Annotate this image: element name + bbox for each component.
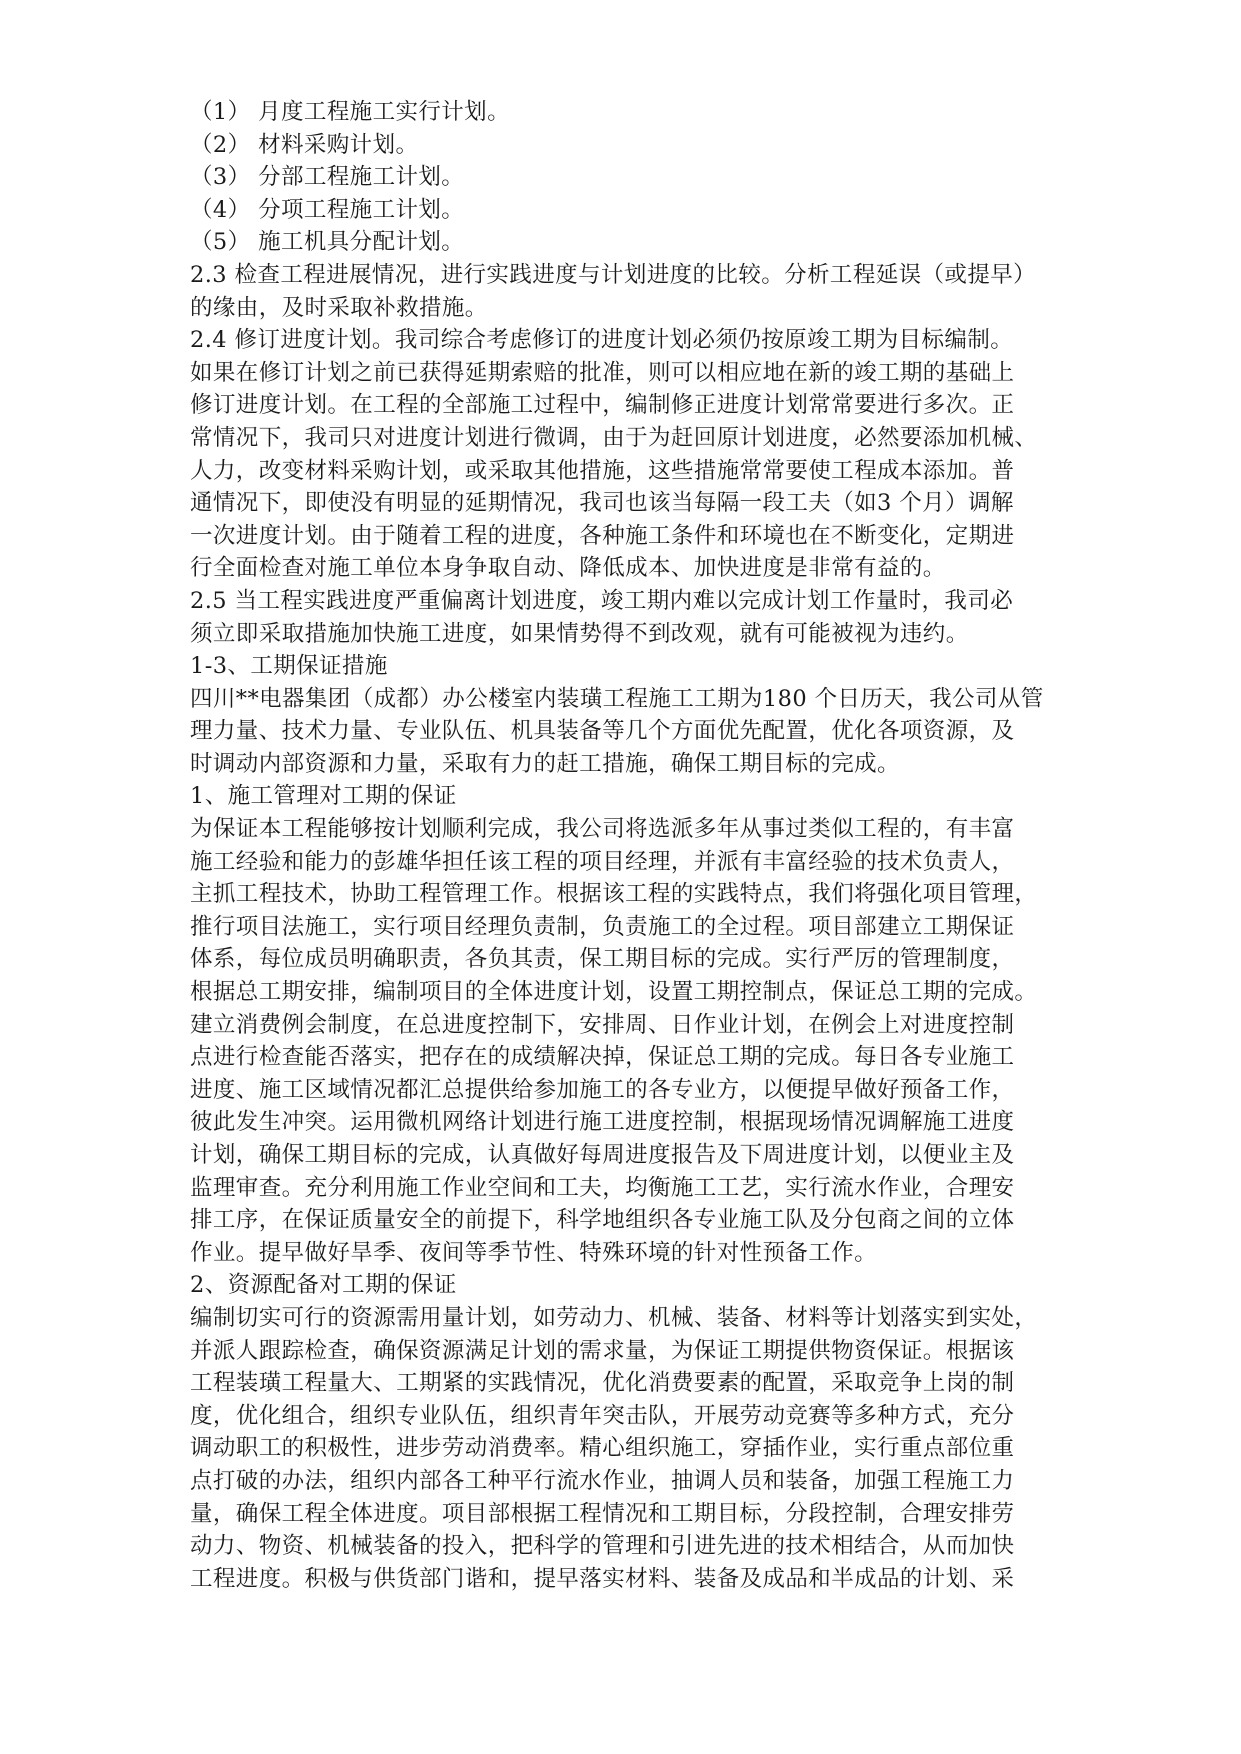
paragraph-2-4-line: 2.4 修订进度计划。我司综合考虑修订的进度计划必须仍按原竣工期为目标编制。: [190, 327, 1014, 354]
paragraph-resources-line: 调动职工的积极性，进步劳动消费率。精心组织施工，穿插作业，实行重点部位重: [190, 1435, 1015, 1462]
list-item-5: （5） 施工机具分配计划。: [190, 229, 465, 256]
paragraph-2-3-line: 的缘由，及时采取补救措施。: [190, 294, 488, 321]
paragraph-management-line: 施工经验和能力的彭雄华担任该工程的项目经理，并派有丰富经验的技术负责人，: [190, 848, 1015, 875]
paragraph-resources-line: 点打破的办法，组织内部各工种平行流水作业，抽调人员和装备，加强工程施工力: [190, 1467, 1015, 1494]
document-body: [190, 96, 1070, 1595]
paragraph-2-4-line: 常情况下，我司只对进度计划进行微调，由于为赶回原计划进度，必然要添加机械、: [190, 424, 1038, 451]
paragraph-management-line: 作业。提早做好旱季、夜间等季节性、特殊环境的针对性预备工作。: [190, 1239, 878, 1266]
paragraph-management-line: 点进行检查能否落实，把存在的成绩解决掉，保证总工期的完成。每日各专业施工: [190, 1044, 1015, 1071]
paragraph-2-4-line: 如果在修订计划之前已获得延期索赔的批准，则可以相应地在新的竣工期的基础上: [190, 359, 1015, 386]
paragraph-management-line: 体系，每位成员明确职责，各负其责，保工期目标的完成。实行严厉的管理制度，: [190, 946, 1015, 973]
paragraph-management-line: 主抓工程技术，协助工程管理工作。根据该工程的实践特点，我们将强化项目管理，: [190, 881, 1038, 908]
paragraph-2-4-line: 通情况下，即使没有明显的延期情况，我司也该当每隔一段工夫（如3 个月）调解: [190, 490, 1014, 517]
paragraph-intro-line: 时调动内部资源和力量，采取有力的赶工措施，确保工期目标的完成。: [190, 750, 900, 777]
paragraph-intro-line: 四川**电器集团（成都）办公楼室内装璜工程施工工期为180 个日历天，我公司从管: [190, 685, 1044, 712]
paragraph-2-4-line: 一次进度计划。由于随着工程的进度，各种施工条件和环境也在不断变化，定期进: [190, 522, 1015, 549]
paragraph-2-4-line: 修订进度计划。在工程的全部施工过程中，编制修正进度计划常常要进行多次。正: [190, 392, 1015, 419]
paragraph-intro-line: 理力量、技术力量、专业队伍、机具装备等几个方面优先配置，优化各项资源，及: [190, 718, 1015, 745]
paragraph-resources-line: 编制切实可行的资源需用量计划，如劳动力、机械、装备、材料等计划落实到实处，: [190, 1304, 1038, 1331]
paragraph-management-line: 建立消费例会制度，在总进度控制下，安排周、日作业计划，在例会上对进度控制: [190, 1011, 1015, 1038]
paragraph-management-line: 进度、施工区域情况都汇总提供给参加施工的各专业方，以便提早做好预备工作，: [190, 1076, 1015, 1103]
paragraph-management-line: 为保证本工程能够按计划顺利完成，我公司将选派多年从事过类似工程的，有丰富: [190, 816, 1015, 843]
paragraph-2-4-line: 行全面检查对施工单位本身争取自动、降低成本、加快进度是非常有益的。: [190, 555, 946, 582]
paragraph-management-line: 推行项目法施工，实行项目经理负责制，负责施工的全过程。项目部建立工期保证: [190, 913, 1015, 940]
list-item-4: （4） 分项工程施工计划。: [190, 196, 465, 223]
paragraph-2-5-line: 须立即采取措施加快施工进度，如果情势得不到改观，就有可能被视为违约。: [190, 620, 969, 647]
paragraph-management-line: 监理审查。充分利用施工作业空间和工夫，均衡施工工艺，实行流水作业，合理安: [190, 1174, 1015, 1201]
paragraph-2-3-line: 2.3 检查工程进展情况，进行实践进度与计划进度的比较。分析工程延误（或提早）: [190, 261, 1037, 288]
paragraph-resources-line: 度，优化组合，组织专业队伍，组织青年突击队，开展劳动竞赛等多种方式，充分: [190, 1402, 1015, 1429]
paragraph-resources-line: 量，确保工程全体进度。项目部根据工程情况和工期目标，分段控制，合理安排劳: [190, 1500, 1015, 1527]
paragraph-resources-line: 工程装璜工程量大、工期紧的实践情况，优化消费要素的配置，采取竞争上岗的制: [190, 1370, 1015, 1397]
paragraph-2-5-line: 2.5 当工程实践进度严重偏离计划进度，竣工期内难以完成计划工作量时，我司必: [190, 587, 1014, 614]
list-item-1: （1） 月度工程施工实行计划。: [190, 99, 510, 125]
list-item-3: （3） 分部工程施工计划。: [190, 164, 465, 191]
paragraph-management-line: 彼此发生冲突。运用微机网络计划进行施工进度控制，根据现场情况调解施工进度: [190, 1109, 1015, 1136]
paragraph-resources-line: 并派人跟踪检查，确保资源满足计划的需求量，为保证工期提供物资保证。根据该: [190, 1337, 1015, 1364]
paragraph-management-line: 根据总工期安排，编制项目的全体进度计划，设置工期控制点，保证总工期的完成。: [190, 979, 1038, 1006]
list-item-2: （2） 材料采购计划。: [190, 131, 419, 158]
paragraph-2-4-line: 人力，改变材料采购计划，或采取其他措施，这些措施常常要使工程成本添加。普: [190, 457, 1015, 484]
section-heading-1-3: 1-3、工期保证措施: [190, 653, 388, 680]
paragraph-management-line: 排工序，在保证质量安全的前提下，科学地组织各专业施工队及分包商之间的立体: [190, 1207, 1015, 1234]
paragraph-management-line: 计划，确保工期目标的完成，认真做好每周进度报告及下周进度计划，以便业主及: [190, 1142, 1015, 1168]
subsection-heading-2: 2、资源配备对工期的保证: [190, 1272, 457, 1299]
paragraph-resources-line: 工程进度。积极与供货部门谐和，提早落实材料、装备及成品和半成品的计划、采: [190, 1565, 1015, 1592]
subsection-heading-1: 1、施工管理对工期的保证: [190, 783, 457, 810]
paragraph-resources-line: 动力、物资、机械装备的投入，把科学的管理和引进先进的技术相结合，从而加快: [190, 1533, 1015, 1560]
